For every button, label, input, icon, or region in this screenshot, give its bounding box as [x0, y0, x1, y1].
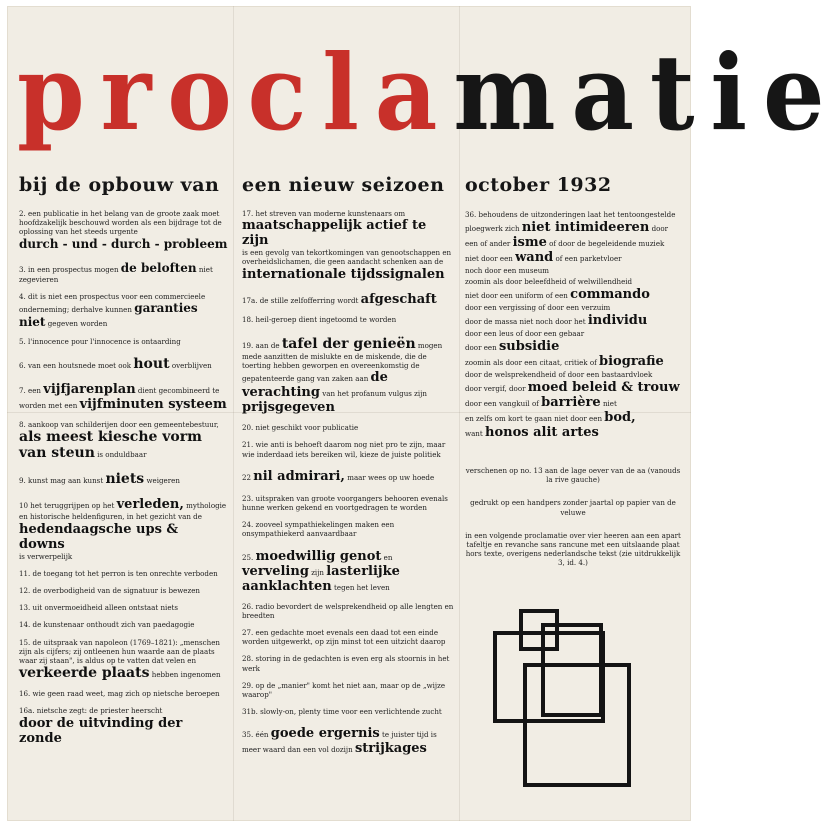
- item-19: 19. aan de tafel der genieën mogen mede aanzitten de mislukte en de miskende, die de toerting hebben geworpen en overeenkomstig de gepatenteerde gang van zaken aan de verachting van het profanum vulgus zijn prijsgegeven: [242, 335, 443, 416]
- item-17: 17. het streven van moderne kunstenaars om maatschappelijk actief te zijn is een gevolg van tekortkomingen van genootschappen en overheidslichamen, die geen aandacht schenken aan de internationale tijdssignalen: [242, 209, 452, 282]
- poster-title: [17, 31, 840, 154]
- item-16a: 16a. nietsche zegt: de priester heerscht door de uitvinding der zonde: [19, 706, 183, 746]
- item-2: 2. een publicatie in het belang van de groote zaak moet hoofdzakelijk beschouwd worden als een bijdrage tot de oplossing van het steeds urgente durch - und - durch - probleem: [19, 209, 228, 251]
- title-red-part: procla: [17, 31, 454, 154]
- poster-sheet: [7, 6, 840, 821]
- subtitle-col2: een nieuw seizoen: [242, 174, 445, 196]
- item-36: 36. behoudens de uitzonderingen laat het tentoongestelde ploegwerk zich niet intimideeren door een of ander isme of door de begeleidende muziek niet door een wand of een parketvloer noch door een museum zoomin als door beleefdheid of welwillendheid niet door een uniform of een commando door een vergissing of door een verzuim door de massa niet noch door het individu door een leus of door een gebaar door een subsidie zoomin als door een citaat, critiek of biografie door de welsprekendheid of door een bastaardvloek door vergif, door moed beleid & trouw door een vangkuil of barrière niet en zelfs om kort te gaan niet door een bod, want honos alit artes: [465, 210, 680, 440]
- overlapping-squares-graphic: [485, 609, 633, 787]
- item-26: 26. radio bevordert de welsprekendheid op alle lengten en breedten: [242, 601, 454, 620]
- item-22: 22 nil admirari, maar wees op uw hoede: [242, 468, 435, 484]
- column-1: [19, 209, 228, 752]
- item-31b: 31b. slowly-on, plenty time voor een verlichtende zucht: [242, 707, 442, 717]
- item-12: 12. de overbodigheid van de signatuur is bewezen: [19, 586, 201, 596]
- item-18: 18. heil-geroep dient ingetoomd te worden: [242, 314, 397, 324]
- item-23: 23. uitspraken van groote voorgangers behooren evenals hunne werken gekend en voortgedragen te worden: [242, 493, 448, 513]
- subtitle-col3: october 1932: [465, 174, 612, 196]
- item-24: 24. zooveel sympathiekelingen maken een onsympathiekerd aanvaardbaar: [242, 520, 395, 539]
- note-printed: gedrukt op een handpers zonder jaartal op papier van de veluwe: [470, 498, 676, 517]
- item-29: 29. op de „manier" komt het niet aan, maar op de „wijze waarop": [242, 680, 446, 700]
- item-16: 16. wie geen raad weet, mag zich op nietsche beroepen: [19, 689, 220, 699]
- item-6: 6. van een houtsnede moet ook hout overblijven: [19, 356, 212, 373]
- title-black-part: matie: [453, 31, 840, 154]
- column-2: [242, 209, 454, 762]
- item-21: 21. wie anti is behoeft daarom nog niet pro te zijn, maar wie inderdaad iets bereiken wil, kieze de juiste politiek: [242, 440, 446, 459]
- item-10: 10 het teruggrijpen op het verleden, mythologie en historische heldenfiguren, in het gezicht van de hedendaagsche ups & downs is verwerpelijk: [19, 497, 227, 561]
- item-8: 8. aankoop van schilderijen door een gemeentebestuur, als meest kiesche vorm van steun is onduldbaar: [19, 420, 219, 462]
- item-35: 35. één goede ergernis te juister tijd is meer waard dan een vol dozijn strijkages: [242, 726, 437, 757]
- item-27: 27. een gedachte moet evenals een daad tot een einde worden uitgewerkt, op zijn minst tot een uitzicht daarop: [242, 628, 446, 647]
- item-3: 3. in een prospectus mogen de beloften niet zegevieren: [19, 260, 213, 284]
- column-3: [465, 209, 681, 574]
- item-17a: 17a. de stille zelfofferring wordt afgeschaft: [242, 291, 437, 307]
- item-25: 25. moedwillig genot en verveling zijn lasterlijke aanklachten tegen het leven: [242, 548, 400, 594]
- item-7: 7. een vijfjarenplan dient gecombineerd te worden met een vijfminuten systeem: [19, 382, 227, 413]
- item-13: 13. uit onvermoeidheid alleen ontstaat niets: [19, 603, 179, 613]
- item-28: 28. storing in de gedachten is even erg als stoornis in het werk: [242, 654, 450, 673]
- item-5: 5. l'innocence pour l'innocence is ontaarding: [19, 337, 181, 347]
- item-15: 15. de uitspraak van napoleon (1769–1821): „menschen zijn als cijfers; zij ontleenen hun waarde aan de plaats waar zij staan", is aldus op te vatten dat velen en verkeerde plaats hebben ingenomen: [19, 637, 221, 682]
- item-11: 11. de toegang tot het perron is ten onrechte verboden: [19, 568, 218, 578]
- subtitle-col1: bij de opbouw van: [19, 174, 220, 196]
- item-14: 14. de kunstenaar onthoudt zich van paedagogie: [19, 620, 195, 630]
- note-next: in een volgende proclamatie over vier heeren aan een apart tafeltje en revanche sans rancune met een uitslaande plaat hors texte, overigens nederlandsche tekst (zie uitdrukkelijk 3, id. 4.): [465, 530, 681, 568]
- note-published: verschenen op no. 13 aan de lage oever van de aa (vanouds la rive gauche): [465, 466, 681, 485]
- item-4: 4. dit is niet een prospectus voor een commercieele onderneming; derhalve kunnen garanties niet gegeven worden: [19, 291, 206, 330]
- item-9: 9. kunst mag aan kunst niets weigeren: [19, 471, 180, 488]
- item-20: 20. niet geschikt voor publicatie: [242, 423, 359, 433]
